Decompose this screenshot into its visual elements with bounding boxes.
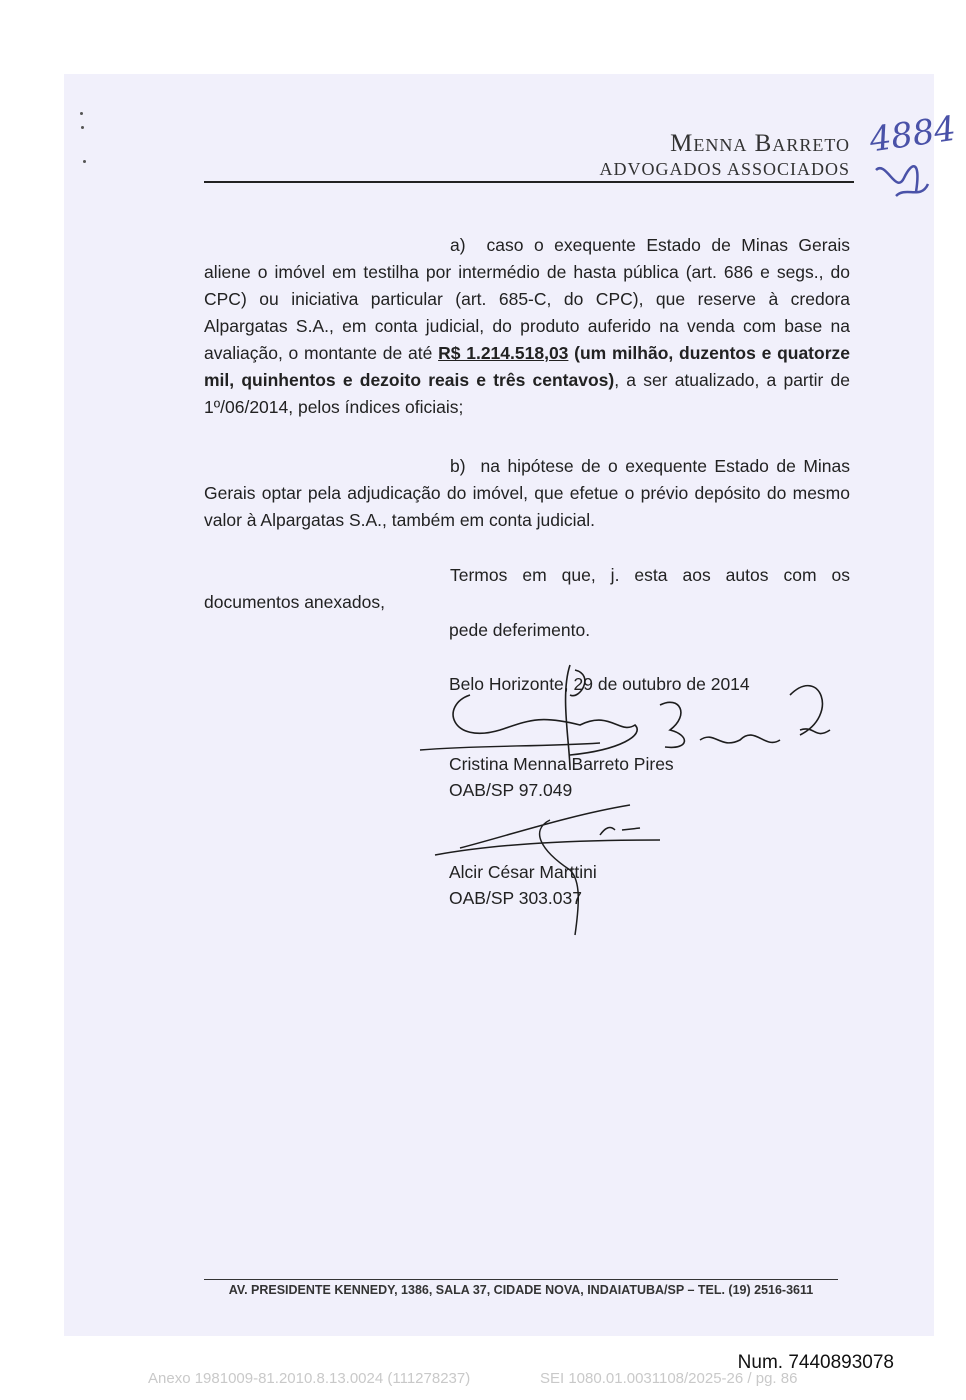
annex-reference: Anexo 1981009-81.2010.8.13.0024 (111278237) — [148, 1370, 471, 1387]
signatory-1-oab: OAB/SP 97.049 — [449, 780, 573, 800]
closing-paragraph — [204, 562, 850, 616]
item-a-paragraph — [204, 232, 850, 421]
signature-cristina — [420, 655, 840, 775]
signature-alcir — [430, 800, 670, 940]
signatory-2-oab: OAB/SP 303.037 — [449, 888, 582, 908]
signatory-1-name: Cristina Menna Barreto Pires — [449, 754, 674, 774]
footer-rule — [204, 1279, 838, 1280]
closing-line-2: documentos anexados, — [204, 592, 385, 612]
letterhead — [599, 130, 850, 180]
item-a-marker: a) — [450, 235, 466, 255]
document-number: Num. 7440893078 — [737, 1352, 894, 1373]
request-line: pede deferimento. — [449, 620, 591, 640]
item-b-marker: b) — [450, 456, 466, 476]
item-a-amount-words: (um milhão, duzentos e quatorze mil, quinhentos e dezoito reais e três centavos) — [204, 343, 850, 390]
item-b-text: na hipótese de o exequente Estado de Minas Gerais optar pela adjudicação do imóvel, que efetue o prévio depósito do mesmo valor à Alpargatas S.A., também em conta judicial. — [204, 456, 850, 530]
place-date: Belo Horizonte, 29 de outubro de 2014 — [449, 674, 750, 694]
item-a-text-2: , a ser atualizado, a partir de 1º/06/2014, pelos índices oficiais; — [204, 370, 851, 417]
item-a-amount: R$ 1.214.518,03 — [438, 343, 569, 363]
item-a-text-1: caso o exequente Estado de Minas Gerais aliene o imóvel em testilha por intermédio de hasta pública (art. 686 e segs., do CPC) ou iniciativa particular (art. 685-C, do CPC), que reserve à credora Alpargatas S.A., em conta judicial, do produto auferido na venda com base na avaliação, o montante de até — [204, 235, 850, 363]
item-b-paragraph — [204, 453, 850, 534]
scan-speck — [80, 112, 83, 115]
scan-speck — [83, 160, 86, 163]
scan-speck — [81, 126, 84, 129]
footer-address: AV. PRESIDENTE KENNEDY, 1386, SALA 37, CIDADE NOVA, INDAIATUBA/SP – TEL. (19) 2516-3611 — [228, 1283, 814, 1297]
sei-reference: SEI 1080.01.0031108/2025-26 / pg. 86 — [540, 1370, 798, 1387]
page-stamp-number: 4884 — [867, 108, 959, 161]
signatory-2-name: Alcir César Marttini — [449, 862, 597, 882]
closing-line-1: Termos em que, j. esta aos autos com os — [450, 565, 850, 585]
firm-subtitle: ADVOGADOS ASSOCIADOS — [599, 159, 850, 179]
letterhead-rule — [204, 181, 854, 183]
firm-name: Menna Barreto — [670, 130, 850, 157]
page-number-stamp — [866, 100, 959, 210]
